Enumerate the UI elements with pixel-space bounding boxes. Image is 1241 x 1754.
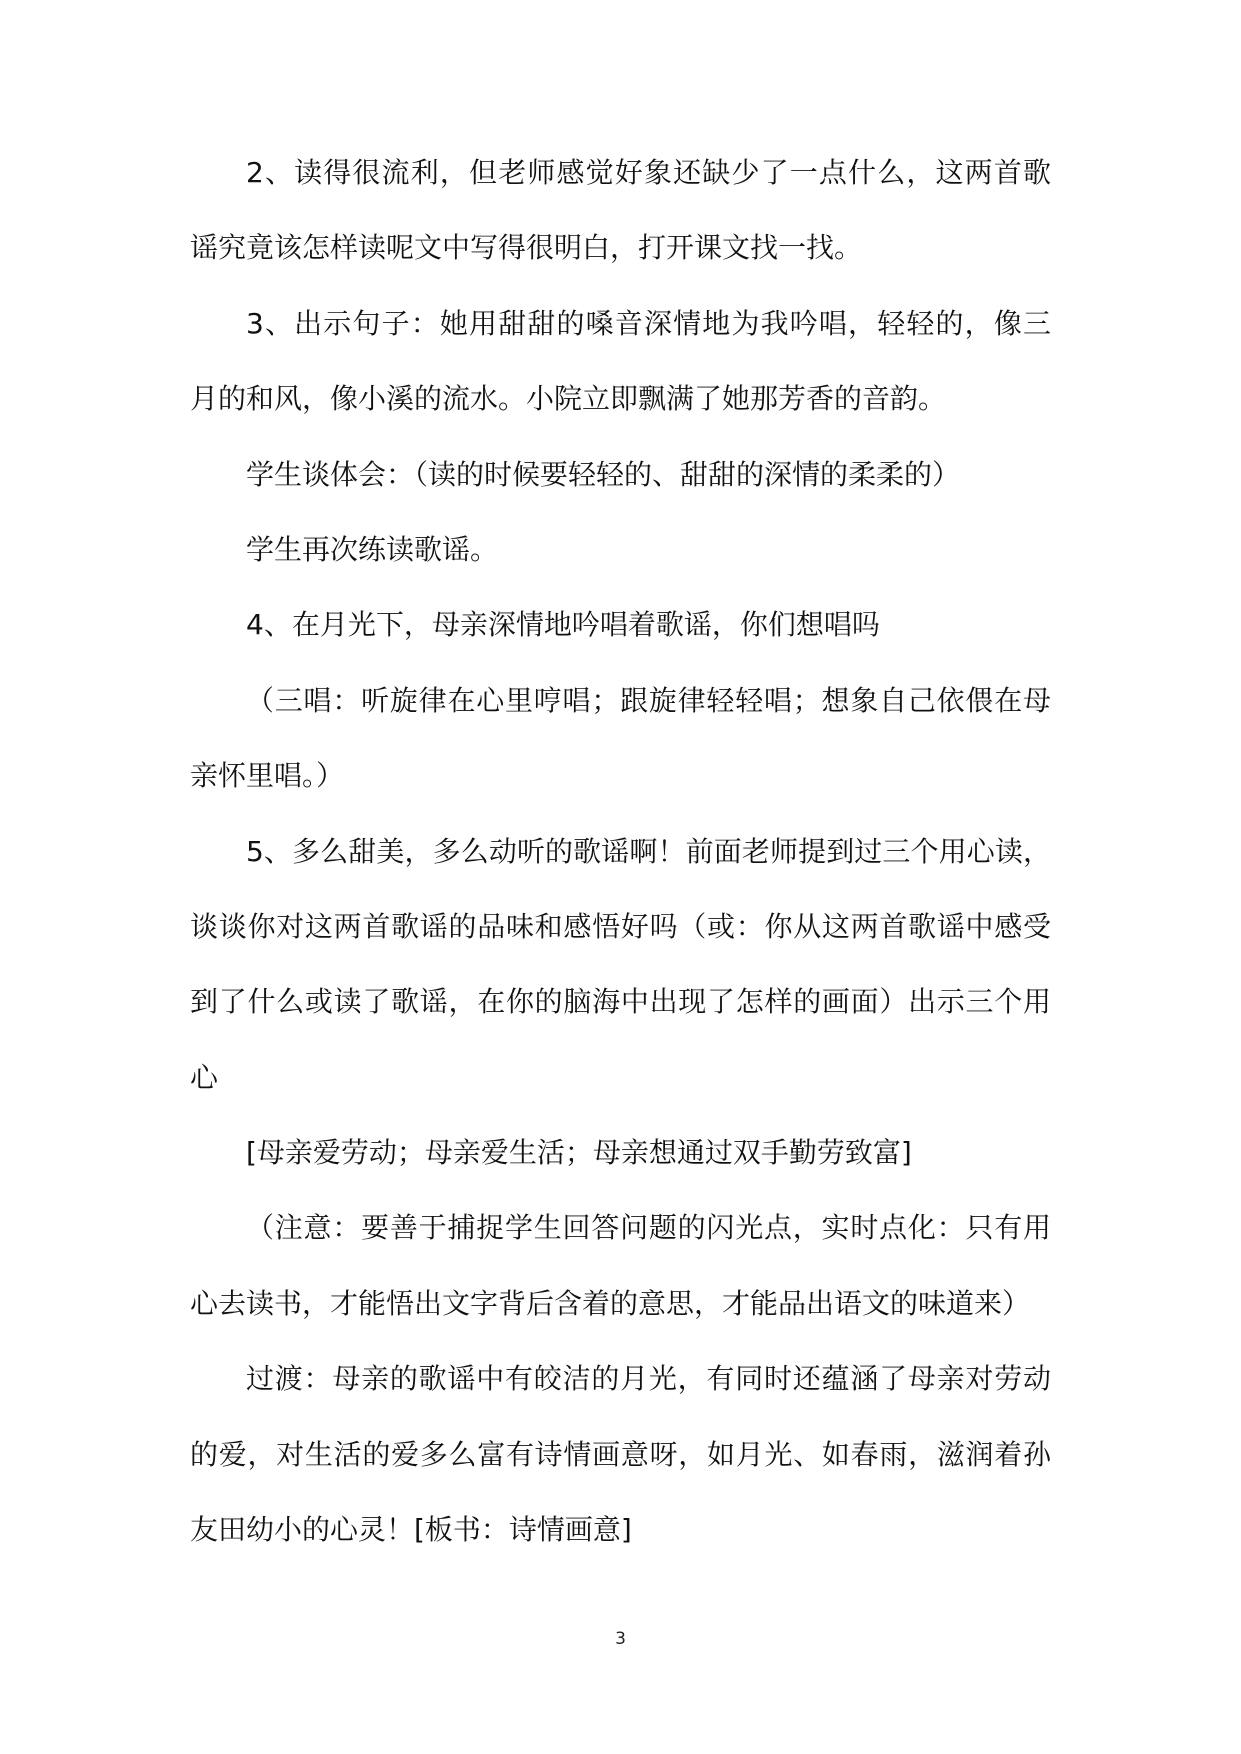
paragraph-line: 月的和风，像小溪的流水。小院立即飘满了她那芳香的音韵。 xyxy=(190,382,947,416)
paragraph-line: 亲怀里唱。） xyxy=(190,759,345,793)
paragraph xyxy=(190,814,1051,1116)
paragraph xyxy=(190,587,1051,662)
paragraph-line: 4、在月光下，母亲深情地吟唱着歌谣，你们想唱吗 xyxy=(246,608,880,642)
paragraph xyxy=(190,512,1051,587)
paragraph-line: （注意：要善于捕捉学生回答问题的闪光点，实时点化：只有用 xyxy=(246,1211,1051,1245)
paragraph xyxy=(190,1190,1051,1341)
paragraph-line: [母亲爱劳动；母亲爱生活；母亲想通过双手勤劳致富] xyxy=(246,1136,912,1170)
paragraph xyxy=(190,663,1051,814)
paragraph-line: 2、读得很流利，但老师感觉好象还缺少了一点什么，这两首歌 xyxy=(246,156,1051,189)
paragraph-line: 的爱，对生活的爱多么富有诗情画意呀，如月光、如春雨，滋润着孙 xyxy=(190,1437,1051,1471)
paragraph xyxy=(190,1341,1051,1567)
paragraph-line: 5、多么甜美，多么动听的歌谣啊！前面老师提到过三个用心读， xyxy=(246,834,1051,868)
page-number: 3 xyxy=(615,1629,626,1649)
paragraph xyxy=(190,135,1051,286)
paragraph xyxy=(190,437,1051,512)
paragraph-line: 学生谈体会：（读的时候要轻轻的、甜甜的深情的柔柔的） xyxy=(246,457,961,491)
paragraph-line: 过渡：母亲的歌谣中有皎洁的月光，有同时还蕴涵了母亲对劳动 xyxy=(246,1362,1051,1396)
paragraph-line: 到了什么或读了歌谣，在你的脑海中出现了怎样的画面）出示三个用 xyxy=(190,985,1051,1019)
paragraph-line: 谈谈你对这两首歌谣的品味和感悟好吗（或：你从这两首歌谣中感受 xyxy=(190,909,1051,943)
paragraph-line: 友田幼小的心灵！[板书：诗情画意] xyxy=(190,1513,632,1547)
paragraph-line: 谣究竟该怎样读呢文中写得很明白，打开课文找一找。 xyxy=(190,231,863,265)
paragraph-line: 学生再次练读歌谣。 xyxy=(246,532,499,566)
paragraph-line: 3、出示句子：她用甜甜的嗓音深情地为我吟唱，轻轻的，像三 xyxy=(246,306,1051,340)
paragraph-line: （三唱：听旋律在心里哼唱；跟旋律轻轻唱；想象自己依偎在母 xyxy=(246,683,1051,717)
paragraph xyxy=(190,1115,1051,1190)
paragraph xyxy=(190,286,1051,437)
paragraph-line: 心去读书，才能悟出文字背后含着的意思，才能品出语文的味道来） xyxy=(190,1286,1031,1320)
paragraph-line: 心 xyxy=(190,1060,219,1094)
page-body xyxy=(190,135,1051,1567)
